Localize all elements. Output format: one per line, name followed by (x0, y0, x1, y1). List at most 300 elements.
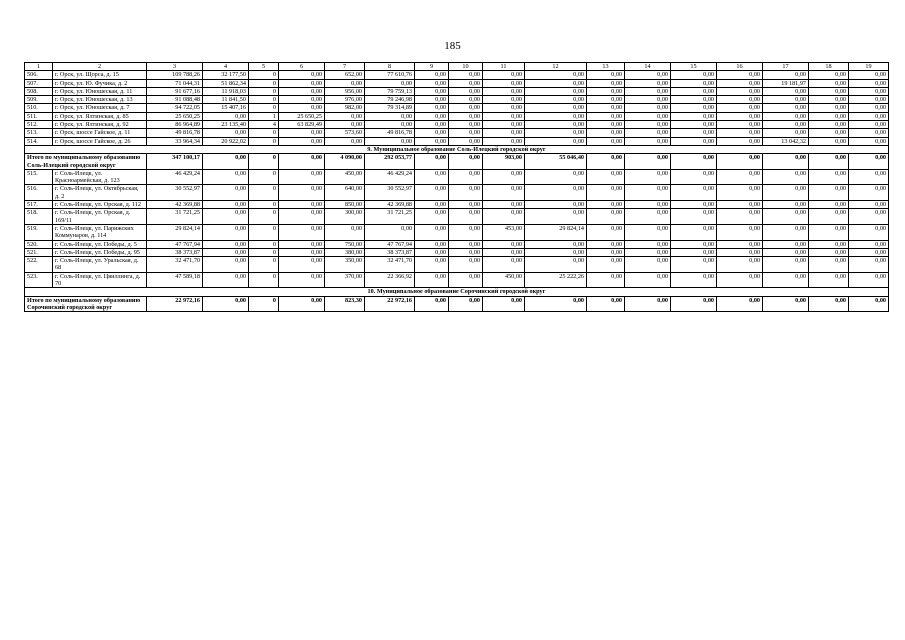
total-cell: 0,00 (625, 154, 671, 170)
table-row (25, 96, 889, 104)
address-cell: г. Соль-Илецк, ул. Орская, д. 169/11 (53, 209, 147, 225)
total-cell: 0,00 (717, 154, 763, 170)
value-cell: 0,00 (525, 201, 587, 209)
column-number: 18 (809, 63, 849, 71)
column-number: 1 (25, 63, 53, 71)
value-cell: 0,00 (587, 201, 625, 209)
value-cell: 0,00 (849, 71, 889, 79)
value-cell: 0,00 (525, 129, 587, 137)
value-cell: 0,00 (809, 87, 849, 95)
value-cell: 0 (249, 129, 279, 137)
total-cell: 0,00 (279, 296, 325, 312)
table-row (25, 272, 889, 288)
value-cell: 976,00 (325, 96, 365, 104)
value-cell: 0,00 (203, 240, 249, 248)
row-index: 514. (25, 137, 53, 145)
address-cell: г. Орск, ул. Юношеская, д. 11 (53, 87, 147, 95)
value-cell: 0,00 (279, 169, 325, 185)
value-cell: 0,00 (849, 240, 889, 248)
value-cell: 0,00 (483, 137, 525, 145)
value-cell: 0,00 (525, 240, 587, 248)
value-cell: 0,00 (587, 185, 625, 201)
value-cell: 0,00 (809, 185, 849, 201)
column-number: 4 (203, 63, 249, 71)
value-cell: 0,00 (849, 209, 889, 225)
value-cell: 0,00 (671, 96, 717, 104)
section-heading: 9. Муниципальное образование Соль-Илецкий городской округ (25, 145, 889, 153)
value-cell: 0,00 (763, 224, 809, 240)
value-cell: 0,00 (279, 104, 325, 112)
total-cell: 0,00 (203, 154, 249, 170)
table-row (25, 248, 889, 256)
total-cell: 0,00 (279, 154, 325, 170)
value-cell: 91 677,16 (147, 87, 203, 95)
value-cell: 0,00 (279, 87, 325, 95)
value-cell: 0,00 (717, 169, 763, 185)
value-cell: 0 (249, 201, 279, 209)
value-cell: 0,00 (849, 224, 889, 240)
value-cell: 0,00 (449, 169, 483, 185)
value-cell: 0,00 (717, 209, 763, 225)
value-cell: 25 222,26 (525, 272, 587, 288)
value-cell: 0,00 (625, 257, 671, 273)
value-cell: 23 135,40 (203, 121, 249, 129)
value-cell: 0,00 (415, 129, 449, 137)
address-cell: г. Орск, ул. Ялтинская, д. 85 (53, 112, 147, 120)
row-index: 512. (25, 121, 53, 129)
value-cell: 0 (249, 169, 279, 185)
value-cell: 0,00 (279, 129, 325, 137)
section-heading-row (25, 145, 889, 153)
value-cell: 0,00 (625, 137, 671, 145)
value-cell: 0,00 (849, 87, 889, 95)
row-index: 506. (25, 71, 53, 79)
table-row (25, 185, 889, 201)
value-cell: 0,00 (483, 201, 525, 209)
row-index: 509. (25, 96, 53, 104)
value-cell: 0,00 (625, 248, 671, 256)
value-cell: 0,00 (525, 209, 587, 225)
value-cell: 0 (249, 240, 279, 248)
address-cell: г. Орск, ул. Юношеская, д. 7 (53, 104, 147, 112)
value-cell: 0,00 (849, 257, 889, 273)
value-cell: 0,00 (717, 129, 763, 137)
value-cell: 0,00 (763, 87, 809, 95)
value-cell: 0,00 (671, 112, 717, 120)
total-cell: 0,00 (449, 296, 483, 312)
value-cell: 0 (249, 248, 279, 256)
value-cell: 33 964,34 (147, 137, 203, 145)
value-cell: 0,00 (525, 112, 587, 120)
row-index: 517. (25, 201, 53, 209)
value-cell: 0,00 (449, 185, 483, 201)
value-cell: 0,00 (625, 240, 671, 248)
value-cell: 0,00 (671, 201, 717, 209)
table-row (25, 169, 889, 185)
value-cell: 0,00 (449, 71, 483, 79)
value-cell: 47 589,18 (147, 272, 203, 288)
value-cell: 0,00 (587, 257, 625, 273)
value-cell: 0,00 (625, 71, 671, 79)
value-cell: 0,00 (809, 129, 849, 137)
total-cell: 4 090,00 (325, 154, 365, 170)
value-cell: 0,00 (449, 209, 483, 225)
row-index: 522. (25, 257, 53, 273)
total-cell: 0,00 (203, 296, 249, 312)
row-index: 520. (25, 240, 53, 248)
table-row (25, 71, 889, 79)
value-cell: 0,00 (763, 96, 809, 104)
value-cell: 0,00 (415, 79, 449, 87)
value-cell: 0,00 (279, 257, 325, 273)
value-cell: 19 181,97 (763, 79, 809, 87)
value-cell: 0,00 (525, 121, 587, 129)
value-cell: 0,00 (625, 185, 671, 201)
value-cell: 0,00 (671, 240, 717, 248)
value-cell: 79 314,89 (365, 104, 415, 112)
value-cell: 0,00 (849, 129, 889, 137)
value-cell: 11 918,03 (203, 87, 249, 95)
column-number: 9 (415, 63, 449, 71)
value-cell: 0,00 (483, 129, 525, 137)
address-cell: г. Соль-Илецк, ул. Победы, д. 95 (53, 248, 147, 256)
value-cell: 49 816,78 (365, 129, 415, 137)
registry-table (24, 62, 889, 312)
value-cell: 0,00 (325, 79, 365, 87)
value-cell: 30 552,97 (365, 185, 415, 201)
value-cell: 25 650,25 (279, 112, 325, 120)
value-cell: 0,00 (587, 248, 625, 256)
value-cell: 46 429,24 (365, 169, 415, 185)
value-cell: 0,00 (625, 104, 671, 112)
value-cell: 0,00 (525, 79, 587, 87)
total-cell: 0,00 (809, 296, 849, 312)
total-cell: 0,00 (671, 296, 717, 312)
value-cell: 0,00 (809, 169, 849, 185)
value-cell: 0,00 (625, 87, 671, 95)
total-cell: 0,00 (717, 296, 763, 312)
table-row (25, 129, 889, 137)
column-number: 12 (525, 63, 587, 71)
value-cell: 0,00 (325, 112, 365, 120)
value-cell: 0,00 (525, 104, 587, 112)
value-cell: 0,00 (483, 257, 525, 273)
row-index: 507. (25, 79, 53, 87)
table-row (25, 224, 889, 240)
value-cell: 0,00 (809, 104, 849, 112)
value-cell: 0,00 (763, 257, 809, 273)
value-cell: 0,00 (717, 112, 763, 120)
column-number: 2 (53, 63, 147, 71)
value-cell: 0,00 (449, 224, 483, 240)
value-cell: 0,00 (279, 185, 325, 201)
value-cell: 0,00 (671, 87, 717, 95)
value-cell: 0,00 (717, 104, 763, 112)
value-cell: 32 471,70 (147, 257, 203, 273)
value-cell: 0,00 (449, 129, 483, 137)
value-cell: 0,00 (671, 169, 717, 185)
value-cell: 0,00 (763, 112, 809, 120)
value-cell: 0,00 (717, 96, 763, 104)
value-cell: 300,00 (325, 209, 365, 225)
total-cell: 0,00 (625, 296, 671, 312)
total-cell: 0,00 (415, 154, 449, 170)
value-cell: 0,00 (415, 240, 449, 248)
value-cell: 0,00 (717, 79, 763, 87)
value-cell: 0,00 (717, 240, 763, 248)
total-cell: 347 100,17 (147, 154, 203, 170)
table-row (25, 87, 889, 95)
total-cell: 0,00 (587, 154, 625, 170)
value-cell: 0,00 (849, 137, 889, 145)
value-cell: 13 042,32 (763, 137, 809, 145)
value-cell: 0,00 (415, 201, 449, 209)
total-cell: 0,00 (415, 296, 449, 312)
value-cell: 0,00 (717, 272, 763, 288)
address-cell: г. Орск, ул. Ялтинская, д. 92 (53, 121, 147, 129)
value-cell: 0,00 (717, 248, 763, 256)
total-cell: 0,00 (849, 154, 889, 170)
value-cell: 0 (249, 96, 279, 104)
value-cell: 0,00 (809, 257, 849, 273)
value-cell: 0,00 (525, 169, 587, 185)
address-cell: г. Соль-Илецк, ул. Октябрьская, д. 2 (53, 185, 147, 201)
value-cell: 0,00 (415, 257, 449, 273)
value-cell: 0 (249, 104, 279, 112)
total-label: Итого по муниципальному образованию Сорочинский городской округ (25, 296, 147, 312)
value-cell: 94 722,05 (147, 104, 203, 112)
value-cell: 0,00 (849, 79, 889, 87)
value-cell: 0,00 (671, 248, 717, 256)
table-row (25, 240, 889, 248)
value-cell: 0,00 (203, 129, 249, 137)
address-cell: г. Соль-Илецк, ул. Уральская, д. 68 (53, 257, 147, 273)
value-cell: 0,00 (717, 257, 763, 273)
value-cell: 86 964,89 (147, 121, 203, 129)
value-cell: 0,00 (849, 112, 889, 120)
value-cell: 0,00 (279, 137, 325, 145)
value-cell: 4 (249, 121, 279, 129)
value-cell: 0,00 (483, 96, 525, 104)
row-index: 511. (25, 112, 53, 120)
column-number: 14 (625, 63, 671, 71)
value-cell: 0,00 (587, 169, 625, 185)
value-cell: 0,00 (203, 209, 249, 225)
value-cell: 46 429,24 (147, 169, 203, 185)
value-cell: 25 650,25 (147, 112, 203, 120)
page-number: 185 (444, 40, 461, 52)
value-cell: 42 369,88 (365, 201, 415, 209)
value-cell: 0,00 (415, 272, 449, 288)
value-cell: 0,00 (809, 121, 849, 129)
value-cell: 0,00 (449, 240, 483, 248)
table-row (25, 104, 889, 112)
table-row (25, 209, 889, 225)
column-number: 17 (763, 63, 809, 71)
value-cell: 0,00 (849, 248, 889, 256)
value-cell: 750,00 (325, 240, 365, 248)
value-cell: 0,00 (415, 96, 449, 104)
value-cell: 0,00 (279, 71, 325, 79)
value-cell: 0,00 (587, 71, 625, 79)
value-cell: 0,00 (449, 79, 483, 87)
value-cell: 0,00 (587, 129, 625, 137)
value-cell: 0,00 (809, 240, 849, 248)
column-number-row (25, 63, 889, 71)
value-cell: 0,00 (203, 257, 249, 273)
value-cell: 0,00 (625, 272, 671, 288)
address-cell: г. Орск, ул. Юношеская, д. 13 (53, 96, 147, 104)
value-cell: 79 246,98 (365, 96, 415, 104)
address-cell: г. Орск, шоссе Гайское, д. 11 (53, 129, 147, 137)
column-number: 11 (483, 63, 525, 71)
value-cell: 0,00 (763, 248, 809, 256)
total-row (25, 296, 889, 312)
value-cell: 0,00 (415, 185, 449, 201)
address-cell: г. Соль-Илецк, ул. Цвиллинга, д. 70 (53, 272, 147, 288)
row-index: 508. (25, 87, 53, 95)
address-cell: г. Соль-Илецк, ул. Победы, д. 5 (53, 240, 147, 248)
column-number: 16 (717, 63, 763, 71)
value-cell: 0,00 (763, 104, 809, 112)
address-cell: г. Орск, ул. Щорса, д. 15 (53, 71, 147, 79)
value-cell: 0,00 (525, 257, 587, 273)
total-cell: 0,00 (587, 296, 625, 312)
table-row (25, 112, 889, 120)
value-cell: 79 759,13 (365, 87, 415, 95)
value-cell: 0 (249, 79, 279, 87)
value-cell: 0,00 (849, 272, 889, 288)
value-cell: 0,00 (809, 272, 849, 288)
value-cell: 38 373,87 (365, 248, 415, 256)
value-cell: 0,00 (365, 112, 415, 120)
value-cell: 0,00 (325, 121, 365, 129)
value-cell: 0,00 (849, 96, 889, 104)
value-cell: 0,00 (203, 169, 249, 185)
table-row (25, 137, 889, 145)
value-cell: 0,00 (587, 121, 625, 129)
value-cell: 0,00 (587, 240, 625, 248)
value-cell: 22 366,92 (365, 272, 415, 288)
value-cell: 0,00 (449, 112, 483, 120)
value-cell: 0 (249, 272, 279, 288)
value-cell: 450,00 (325, 169, 365, 185)
value-cell: 0,00 (717, 201, 763, 209)
value-cell: 0,00 (671, 272, 717, 288)
value-cell: 0,00 (809, 71, 849, 79)
value-cell: 0 (249, 224, 279, 240)
value-cell: 0,00 (203, 248, 249, 256)
value-cell: 0,00 (849, 104, 889, 112)
value-cell: 0,00 (625, 79, 671, 87)
value-cell: 0,00 (809, 137, 849, 145)
value-cell: 0 (249, 87, 279, 95)
value-cell: 0,00 (809, 248, 849, 256)
value-cell: 0 (249, 71, 279, 79)
value-cell: 0,00 (671, 224, 717, 240)
value-cell: 51 862,34 (203, 79, 249, 87)
value-cell: 0,00 (449, 96, 483, 104)
value-cell: 0,00 (671, 129, 717, 137)
value-cell: 30 552,97 (147, 185, 203, 201)
total-cell: 0 (249, 154, 279, 170)
value-cell: 0,00 (763, 129, 809, 137)
value-cell: 0,00 (849, 121, 889, 129)
value-cell: 0,00 (415, 71, 449, 79)
address-cell: г. Соль-Илецк, ул. Красноармейская, д. 123 (53, 169, 147, 185)
section-heading: 10. Муниципальное образование Сорочинский городской округ (25, 288, 889, 296)
value-cell: 0,00 (671, 137, 717, 145)
value-cell: 0,00 (449, 257, 483, 273)
value-cell: 0,00 (279, 201, 325, 209)
value-cell: 0,00 (415, 87, 449, 95)
value-cell: 0,00 (415, 209, 449, 225)
row-index: 521. (25, 248, 53, 256)
value-cell: 0,00 (587, 224, 625, 240)
value-cell: 0,00 (809, 224, 849, 240)
value-cell: 0,00 (763, 272, 809, 288)
value-cell: 0,00 (203, 112, 249, 120)
value-cell: 0 (249, 137, 279, 145)
value-cell: 0,00 (449, 248, 483, 256)
value-cell: 0,00 (483, 79, 525, 87)
value-cell: 0,00 (483, 121, 525, 129)
address-cell: г. Орск, шоссе Гайское, д. 26 (53, 137, 147, 145)
value-cell: 0,00 (809, 79, 849, 87)
value-cell: 0,00 (365, 121, 415, 129)
value-cell: 0,00 (279, 224, 325, 240)
value-cell: 0,00 (849, 169, 889, 185)
value-cell: 0,00 (671, 79, 717, 87)
value-cell: 32 471,70 (365, 257, 415, 273)
value-cell: 0,00 (625, 224, 671, 240)
column-number: 10 (449, 63, 483, 71)
row-index: 519. (25, 224, 53, 240)
value-cell: 63 829,49 (279, 121, 325, 129)
address-cell: г. Соль-Илецк, ул. Парижских Коммунаров, д. 114 (53, 224, 147, 240)
value-cell: 20 922,02 (203, 137, 249, 145)
value-cell: 0 (249, 209, 279, 225)
value-cell: 0,00 (483, 185, 525, 201)
value-cell: 0,00 (525, 71, 587, 79)
value-cell: 0,00 (763, 209, 809, 225)
column-number: 6 (279, 63, 325, 71)
column-number: 15 (671, 63, 717, 71)
value-cell: 850,00 (325, 201, 365, 209)
value-cell: 0,00 (525, 137, 587, 145)
row-index: 523. (25, 272, 53, 288)
value-cell: 0,00 (449, 137, 483, 145)
value-cell: 0,00 (483, 104, 525, 112)
value-cell: 0 (249, 257, 279, 273)
total-cell: 0,00 (449, 154, 483, 170)
value-cell: 0,00 (809, 112, 849, 120)
value-cell: 370,00 (325, 272, 365, 288)
value-cell: 0,00 (415, 224, 449, 240)
value-cell: 77 610,76 (365, 71, 415, 79)
value-cell: 0,00 (809, 96, 849, 104)
value-cell: 42 369,88 (147, 201, 203, 209)
value-cell: 0,00 (587, 137, 625, 145)
value-cell: 0,00 (763, 121, 809, 129)
value-cell: 0,00 (809, 209, 849, 225)
value-cell: 0,00 (525, 185, 587, 201)
value-cell: 31 721,25 (365, 209, 415, 225)
value-cell: 0,00 (449, 272, 483, 288)
row-index: 518. (25, 209, 53, 225)
total-cell: 22 972,16 (365, 296, 415, 312)
total-cell: 55 046,40 (525, 154, 587, 170)
